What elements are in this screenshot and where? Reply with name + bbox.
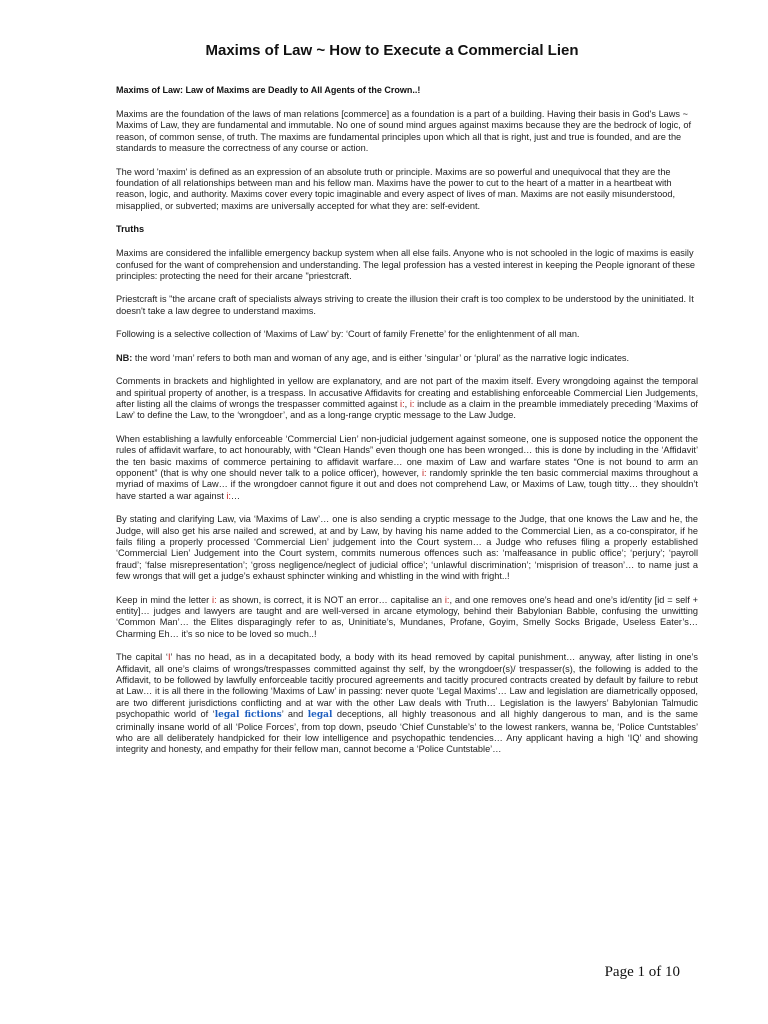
red-i-marker: i: bbox=[444, 594, 450, 605]
legal-fictions-link[interactable]: legal fictions bbox=[214, 710, 282, 721]
paragraph-7-text-a: When establishing a lawfully enforceable ‘Commercial Lien’ non-judicial judgement against someone, one is supposed notice the opponent the rules of affidavit warfare, to act honourably, with “Clean Hands” even though one has been wronged… this is done by including in the ‘Affidavit’ the ten basic maxims of commerce pertaining to affidavit warfare… one maxim of Law and warfare states “One is not bound to arm an opponent” (that is why one should never talk to a police officer), however, bbox=[116, 433, 698, 478]
paragraph-1: Maxims are the foundation of the laws of man relations [commerce] as a foundation is a part of a building. Having their basis in God's Laws ~ Maxims of Law, they are fundamental and immutable. No one of sound mind argues against maxims because they are the bedrock of logic, of reason, of common sense, of truth. The maxims are fundamental principles upon which all that is right, just and true is founded, and are the standards to measure the correctness of any course or action. bbox=[116, 109, 692, 154]
paragraph-9 bbox=[116, 595, 698, 641]
paragraph-7 bbox=[116, 434, 698, 502]
comma: , bbox=[404, 398, 410, 409]
red-i-marker: i: bbox=[212, 594, 217, 605]
paragraph-10 bbox=[116, 652, 698, 756]
document-subtitle: Maxims of Law: Law of Maxims are Deadly to All Agents of the Crown..! bbox=[116, 85, 421, 95]
paragraph-5: Following is a selective collection of ‘Maxims of Law’ by: ‘Court of family Frenette’ for the enlightenment of all man. bbox=[116, 329, 580, 340]
paragraph-7-text-b: randomly sprinkle the ten basic commercial maxims throughout a myriad of maxims of Law… if the wrongdoer cannot figure it out and does not comprehend Law, or Maxims of Law, tough titty… they shouldn’t have started a war against bbox=[116, 467, 698, 501]
nb-text: the word ‘man’ refers to both man and woman of any age, and is either ‘singular’ or ‘plural’ as the narrative logic indicates. bbox=[132, 352, 630, 363]
paragraph-6-text-a: Comments in brackets and highlighted in yellow are explanatory, and are not part of the maxim itself. Every wrongdoing against the temporal and spiritual property of another, is a trespass. In accusative Affidavits for creating and establishing enforceable Commercial Lien Judgements, after listing all the claims of wrongs the trespasser committed against bbox=[116, 376, 698, 409]
paragraph-10-text-c: ’ and bbox=[281, 709, 308, 720]
red-capital-i: I bbox=[167, 652, 171, 663]
document-title: Maxims of Law ~ How to Execute a Commercial Lien bbox=[205, 42, 579, 59]
paragraph-8: By stating and clarifying Law, via ‘Maxims of Law’… one is also sending a cryptic message to the Judge, that one knows the Law and he, the Judge, will also get his arse nailed and screwed, at and by Law, by having his name added to the Commercial Lien, as a co-conspirator, if he fails filing a properly processed ‘Commercial Lien’ judgement into the Court system… a Judge who refuses filing a properly established ‘Commercial Lien’ Judgement into the Court system, commits numerous offences such as: ‘malfeasance in public office’; ‘perjury’; ‘payroll fraud’; ‘false misrepresentation’; ‘gross negligence/neglect of judicial office’; ‘unlawful discrimination’; ‘misprision of treason’… to name just a few wrongs that will get a judge’s exhaust sphincter winking and whistling in the wind with fright..! bbox=[116, 514, 698, 582]
paragraph-10-text-b: ’ has no head, as in a decapitated body, a body with its head removed by capital punishment… anyway, after listing in one’s Affidavit, all one’s claims of wrongs/trespasses committed against thy self, by the wrongdoer(s)/ trespasser(s), the following is added to the Affidavit, to be followed by lawfully enforceable tacitly procured agreements and tacitly procured contracts created by default by failure to rebut at Law… it is all there in the following ‘Maxims of Law’ in passing: never quote ‘Legal Maxims’… Law and legislation are diametrically opposed, are two different jurisdictions conflicting and at war with the other Law deals with Truth… Legislation is the lawyers’ Babylonian Talmudic psychopathic world of ‘ bbox=[116, 652, 698, 720]
red-i-marker: i: bbox=[226, 490, 231, 501]
paragraph-9-text-c: , and one removes one’s head and one’s id/entity [id = self + entity]… judges and lawyers are taught and are well-versed in arcane etymology, behind their Babylonian Babble, confusing the unwitting ‘Common Man’… the Elites disparagingly refer to as, Uninitiate’s, Mundanes, Profane, Goyim, Smelly Socks Brigade, Useless Eater’s… Charming Eh… it’s so nice to be loved so much..! bbox=[116, 594, 699, 639]
heading-truths: Truths bbox=[116, 224, 145, 235]
paragraph-10-text-d: deceptions, all highly treasonous and all highly dangerous to man, and is the same criminally insane world of all ‘Police Forces’, from top down, pseudo ‘Chief Cunstable’s’ to the lowest rankers, wanna be, ‘Police Cuntstables’ who are all deliberately handpicked for their low intelligence and psychopathic tendencies… Any applicant having a high ‘IQ’ and showing integrity and honesty, and empathy for their fellow man, cannot become a ‘Police Cuntstable’… bbox=[116, 709, 698, 755]
red-i-marker: i: bbox=[409, 398, 415, 409]
paragraph-2: The word 'maxim' is defined as an expression of an absolute truth or principle. Maxims are so powerful and unequivocal that they are the foundation of all relationships between man and his fellow man. Maxims have the power to cut to the heart of a matter in a heartbeat with reason, logic, and authority. Maxims cover every topic imaginable and every aspect of lives of man. Maxims are not easily misunderstood, misapplied, or subverted; maxims are universally accepted for what they are: self-evident. bbox=[116, 166, 675, 211]
ellipsis: … bbox=[230, 490, 241, 501]
legal-link[interactable]: legal bbox=[307, 710, 333, 721]
paragraph-9-text-b: as shown, is correct, it is NOT an error… capitalise an bbox=[216, 594, 445, 605]
paragraph-9-text-a: Keep in mind the letter bbox=[116, 594, 213, 605]
red-i-marker: i: bbox=[400, 398, 405, 409]
paragraph-nb bbox=[116, 353, 698, 364]
page-number: Page 1 of 10 bbox=[604, 964, 680, 980]
nb-label: NB: bbox=[116, 352, 133, 363]
paragraph-6 bbox=[116, 376, 698, 422]
paragraph-10-text-a: The capital ‘ bbox=[116, 652, 168, 663]
paragraph-6-text-b: include as a claim in the preamble immediately preceding ‘Maxims of Law’ to define the Law, to the ‘wrongdoer’, and as a long-range cryptic message to the Law Judge. bbox=[116, 398, 698, 421]
paragraph-3: Maxims are considered the infallible emergency backup system when all else fails. Anyone who is not schooled in the logic of maxims is easily confused for the want of comprehension and understanding. The legal profession has a vested interest in keeping the People ignorant of these principles: protecting the need for their arcane "priestcraft. bbox=[116, 248, 696, 282]
red-i-marker: i: bbox=[421, 467, 427, 478]
paragraph-4: Priestcraft is "the arcane craft of specialists always striving to create the illusion their craft is too complex to be understood by the uninitiated. It doesn't take a law degree to understand maxims. bbox=[116, 294, 694, 316]
